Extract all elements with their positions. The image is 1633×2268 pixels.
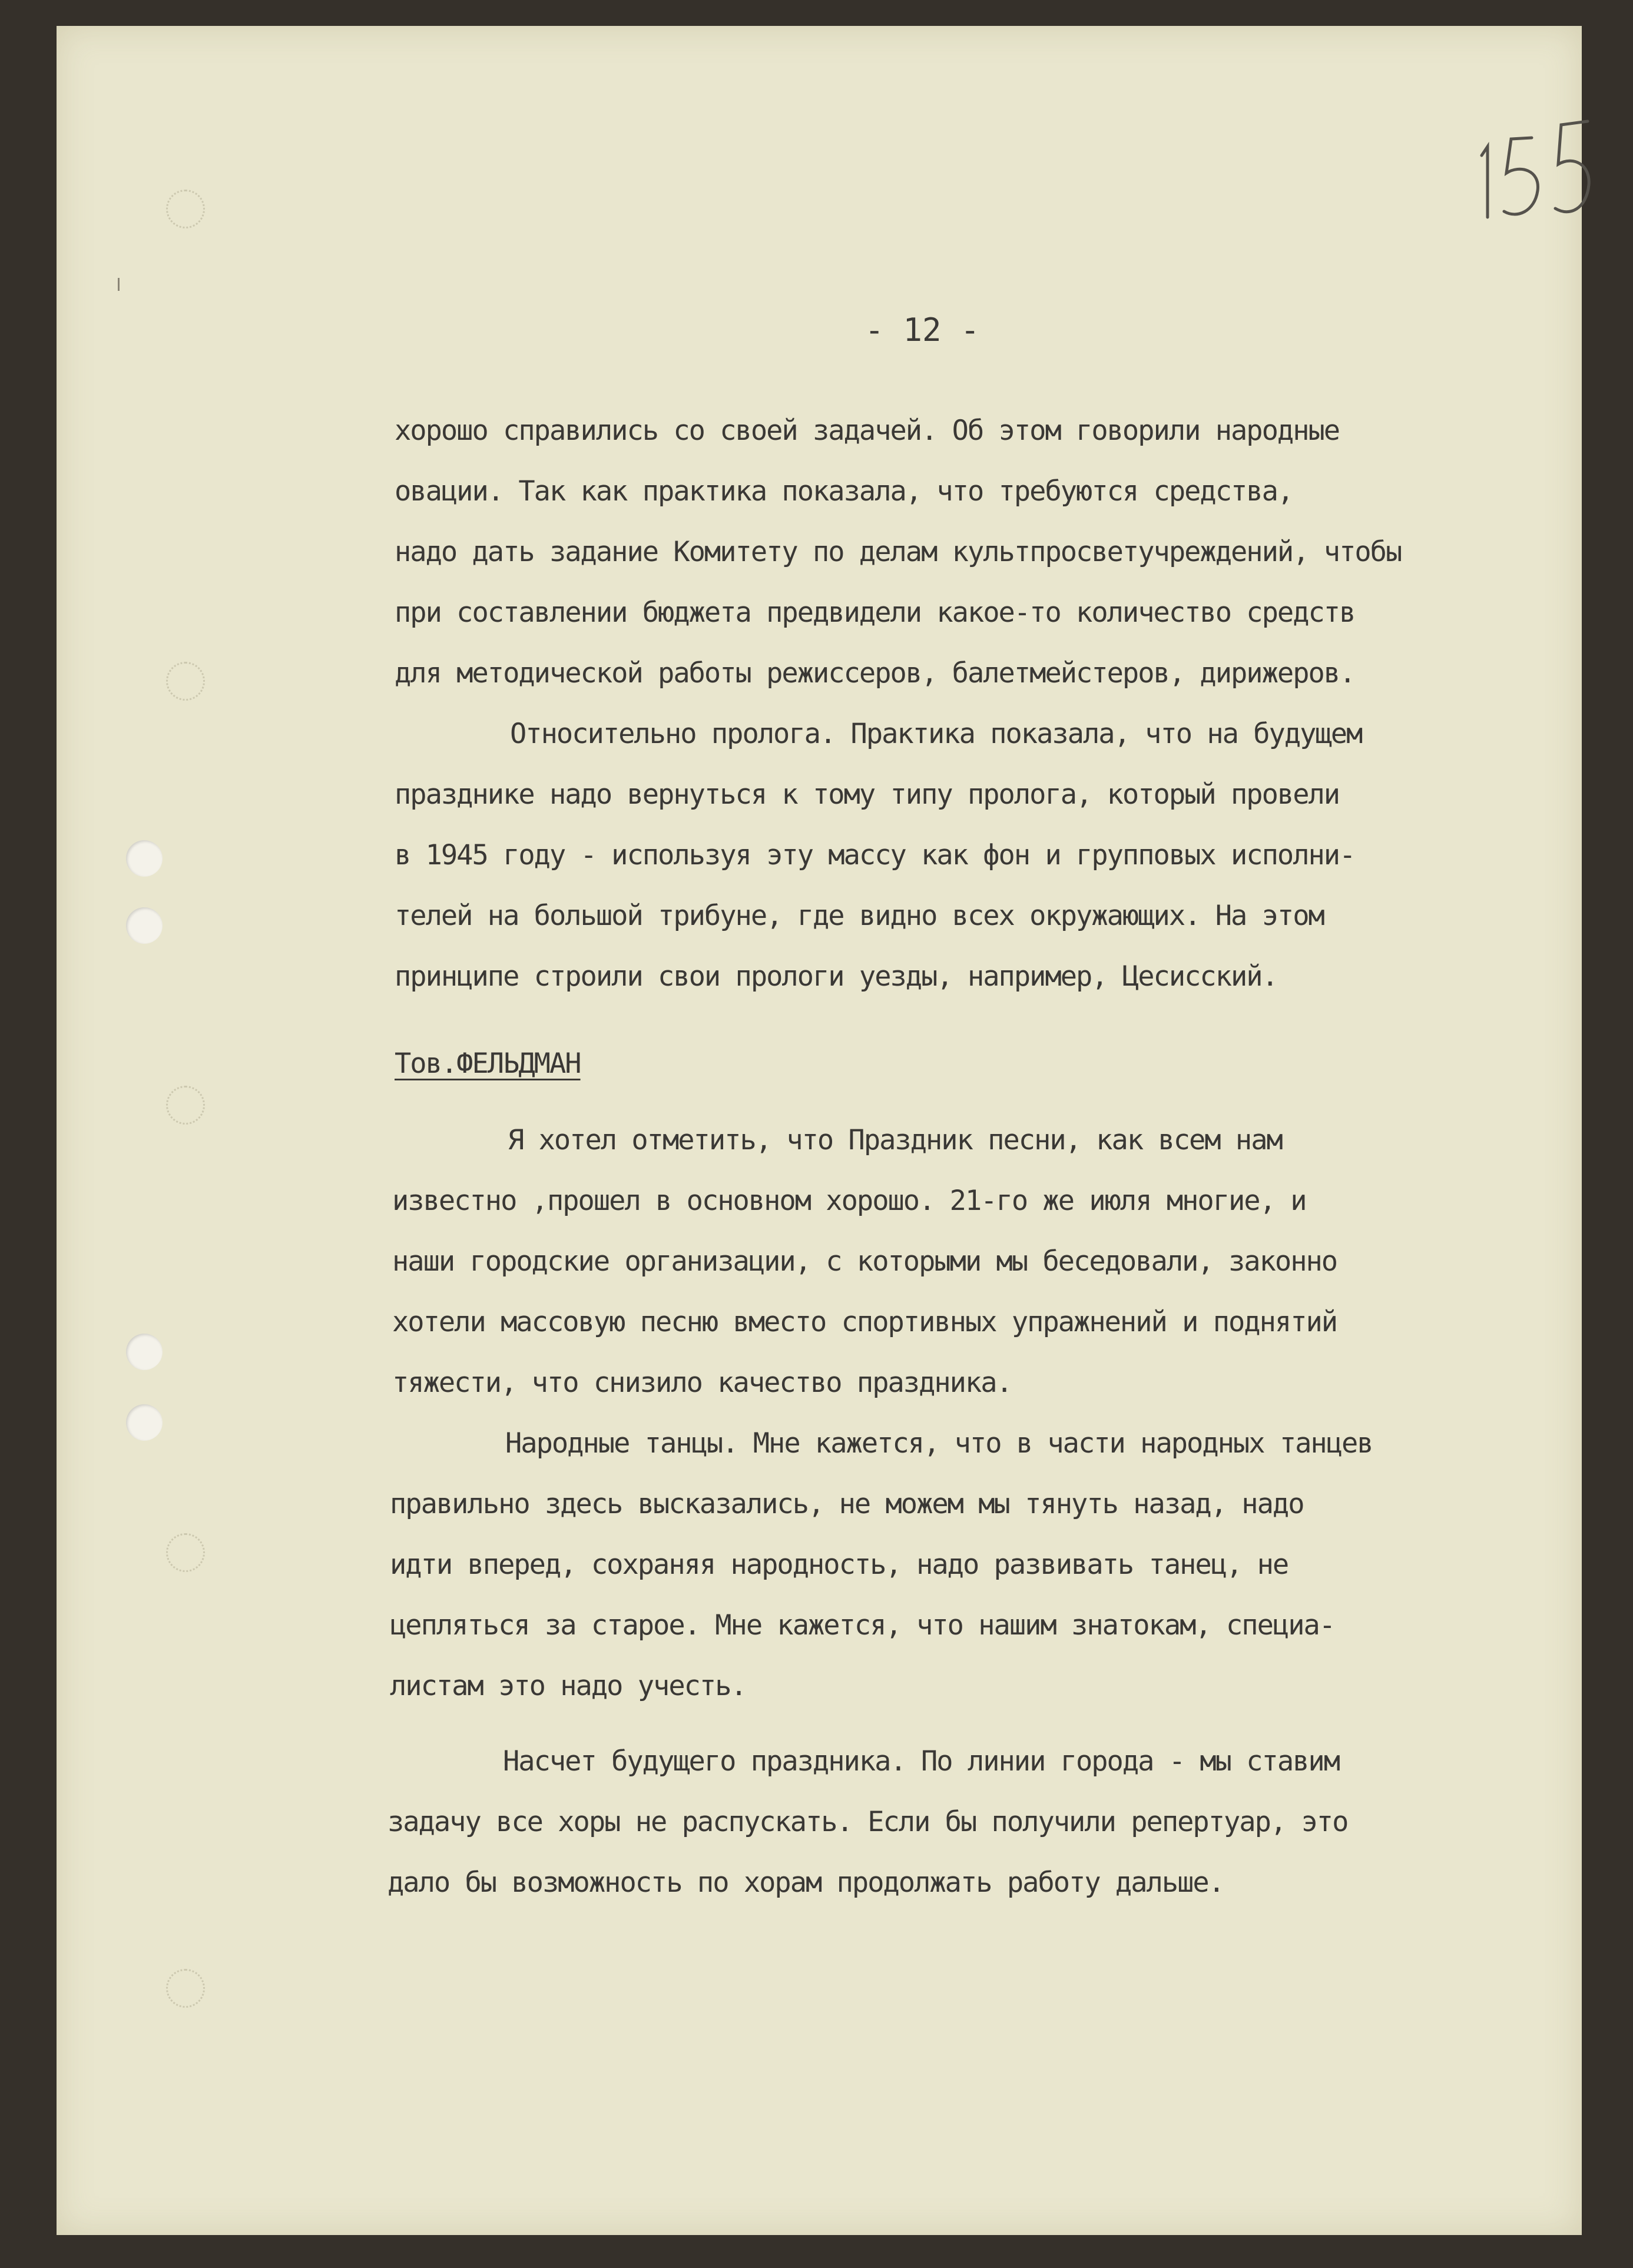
text-line: Я хотел отметить, что Праздник песни, как всем нам xyxy=(508,1124,1282,1156)
text-line: листам это надо учесть. xyxy=(390,1670,746,1702)
handwritten-folio-number xyxy=(1464,114,1594,232)
document-page xyxy=(57,26,1582,2235)
text-line: Народные танцы. Мне кажется, что в части народных танцев xyxy=(505,1427,1373,1460)
text-line: принципе строили свои прологи уезды, например, Цесисский. xyxy=(395,960,1277,993)
text-line: цепляться за старое. Мне кажется, что нашим знатокам, специа- xyxy=(390,1609,1335,1642)
emboss-mark xyxy=(166,662,205,701)
text-line: празднике надо вернуться к тому типу пролога, который провели xyxy=(395,778,1340,811)
binder-hole xyxy=(126,840,163,877)
text-line: для методической работы режиссеров, балетмейстеров, дирижеров. xyxy=(395,657,1355,689)
folio-text: 155 xyxy=(1464,114,1465,115)
margin-tick-mark xyxy=(118,278,120,291)
text-line: овации. Так как практика показала, что требуются средства, xyxy=(395,475,1293,508)
text-line: в 1945 году - используя эту массу как фон и групповых исполни- xyxy=(395,839,1355,871)
text-line: идти вперед, сохраняя народность, надо развивать танец, не xyxy=(390,1549,1288,1581)
binder-hole xyxy=(126,907,163,944)
text-line: при составлении бюджета предвидели какое-то количество средств xyxy=(395,596,1355,629)
emboss-mark xyxy=(166,1969,205,2008)
emboss-mark xyxy=(166,190,205,228)
text-line: Относительно пролога. Практика показала, что на будущем xyxy=(510,718,1362,750)
text-line: известно ,прошел в основном хорошо. 21-го же июля многие, и xyxy=(392,1185,1306,1217)
page-number: - 12 - xyxy=(864,311,980,349)
text-line: тяжести, что снизило качество праздника. xyxy=(392,1367,1012,1399)
text-line: наши городские организации, с которыми мы беседовали, законно xyxy=(392,1245,1337,1278)
text-line: Насчет будущего праздника. По линии города - мы ставим xyxy=(503,1745,1340,1778)
text-line: задачу все хоры не распускать. Если бы получили репертуар, это xyxy=(387,1806,1348,1838)
text-line: телей на большой трибуне, где видно всех окружающих. На этом xyxy=(395,900,1324,932)
emboss-mark xyxy=(166,1086,205,1125)
text-line: правильно здесь высказались, не можем мы тянуть назад, надо xyxy=(390,1488,1304,1520)
emboss-mark xyxy=(166,1533,205,1572)
binder-hole xyxy=(126,1334,163,1370)
speaker-name: Тов.ФЕЛЬДМАН xyxy=(395,1047,581,1080)
text-line: надо дать задание Комитету по делам культпросветучреждений, чтобы xyxy=(395,536,1402,568)
text-line: хотели массовую песню вместо спортивных упражнений и поднятий xyxy=(392,1306,1337,1338)
text-line: дало бы возможность по хорам продолжать работу дальше. xyxy=(387,1866,1224,1899)
text-line: хорошо справились со своей задачей. Об этом говорили народные xyxy=(395,415,1340,447)
binder-hole xyxy=(126,1404,163,1441)
